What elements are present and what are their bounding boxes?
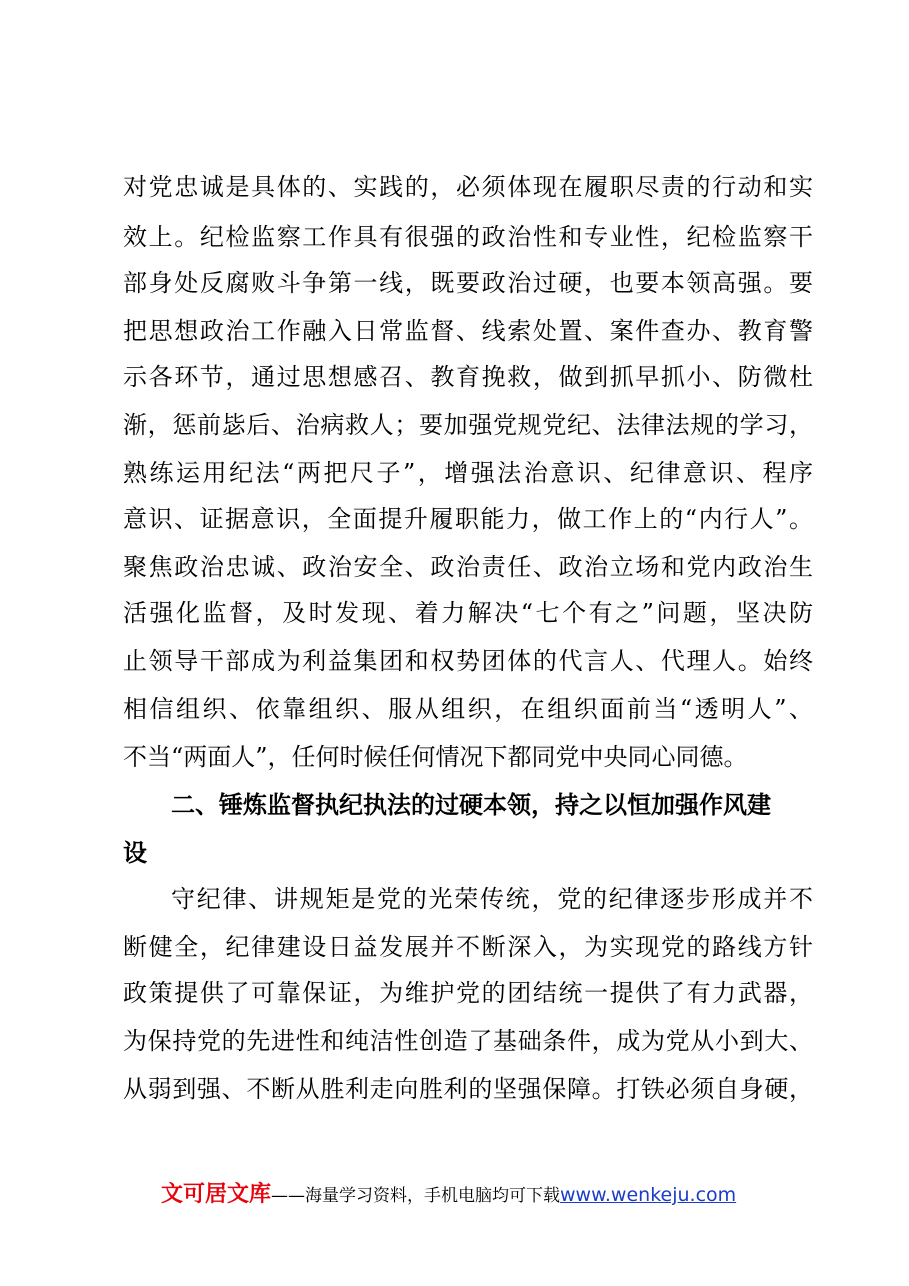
text-line: 对党忠诚是具体的、实践的，必须体现在履职尽责的行动和实 <box>123 173 813 201</box>
text-line: 渐，惩前毖后、治病救人；要加强党规党纪、法律法规的学习， <box>123 411 813 439</box>
footer-slogan: ——海量学习资料，手机电脑均可下载 <box>271 1186 561 1206</box>
text-line: 相信组织、依靠组织、服从组织，在组织面前当“透明人”、 <box>123 695 813 723</box>
text-line: 断健全，纪律建设日益发展并不断深入，为实现党的路线方针 <box>123 933 813 961</box>
heading-line: 设 <box>123 839 147 867</box>
text-line: 熟练运用纪法“两把尺子”，增强法治意识、纪律意识、程序 <box>123 459 813 487</box>
text-line: 不当“两面人”，任何时候任何情况下都同党中央同心同德。 <box>123 743 748 771</box>
text-line: 从弱到强、不断从胜利走向胜利的坚强保障。打铁必须自身硬， <box>123 1075 813 1103</box>
text-line: 部身处反腐败斗争第一线，既要政治过硬，也要本领高强。要 <box>123 269 813 297</box>
heading-line: 二、锤炼监督执纪执法的过硬本领，持之以恒加强作风建 <box>171 791 771 819</box>
text-line: 意识、证据意识，全面提升履职能力，做工作上的“内行人”。 <box>123 505 813 533</box>
text-line: 示各环节，通过思想感召、教育挽救，做到抓早抓小、防微杜 <box>123 363 813 391</box>
text-line: 把思想政治工作融入日常监督、线索处置、案件查办、教育警 <box>123 317 813 345</box>
footer-banner <box>161 1181 781 1210</box>
text-line: 为保持党的先进性和纯洁性创造了基础条件，成为党从小到大、 <box>123 1027 813 1055</box>
text-line: 效上。纪检监察工作具有很强的政治性和专业性，纪检监察干 <box>123 223 813 251</box>
footer-brand: 文可居文库 <box>161 1182 272 1207</box>
text-line: 止领导干部成为利益集团和权势团体的代言人、代理人。始终 <box>123 647 813 675</box>
text-line: 活强化监督，及时发现、着力解决“七个有之”问题，坚决防 <box>123 599 813 627</box>
text-line: 政策提供了可靠保证，为维护党的团结统一提供了有力武器， <box>123 979 813 1007</box>
footer-url-link[interactable]: www.wenkeju.com <box>560 1184 737 1206</box>
text-line: 守纪律、讲规矩是党的光荣传统，党的纪律逐步形成并不 <box>171 885 813 913</box>
text-line: 聚焦政治忠诚、政治安全、政治责任、政治立场和党内政治生 <box>123 553 813 581</box>
